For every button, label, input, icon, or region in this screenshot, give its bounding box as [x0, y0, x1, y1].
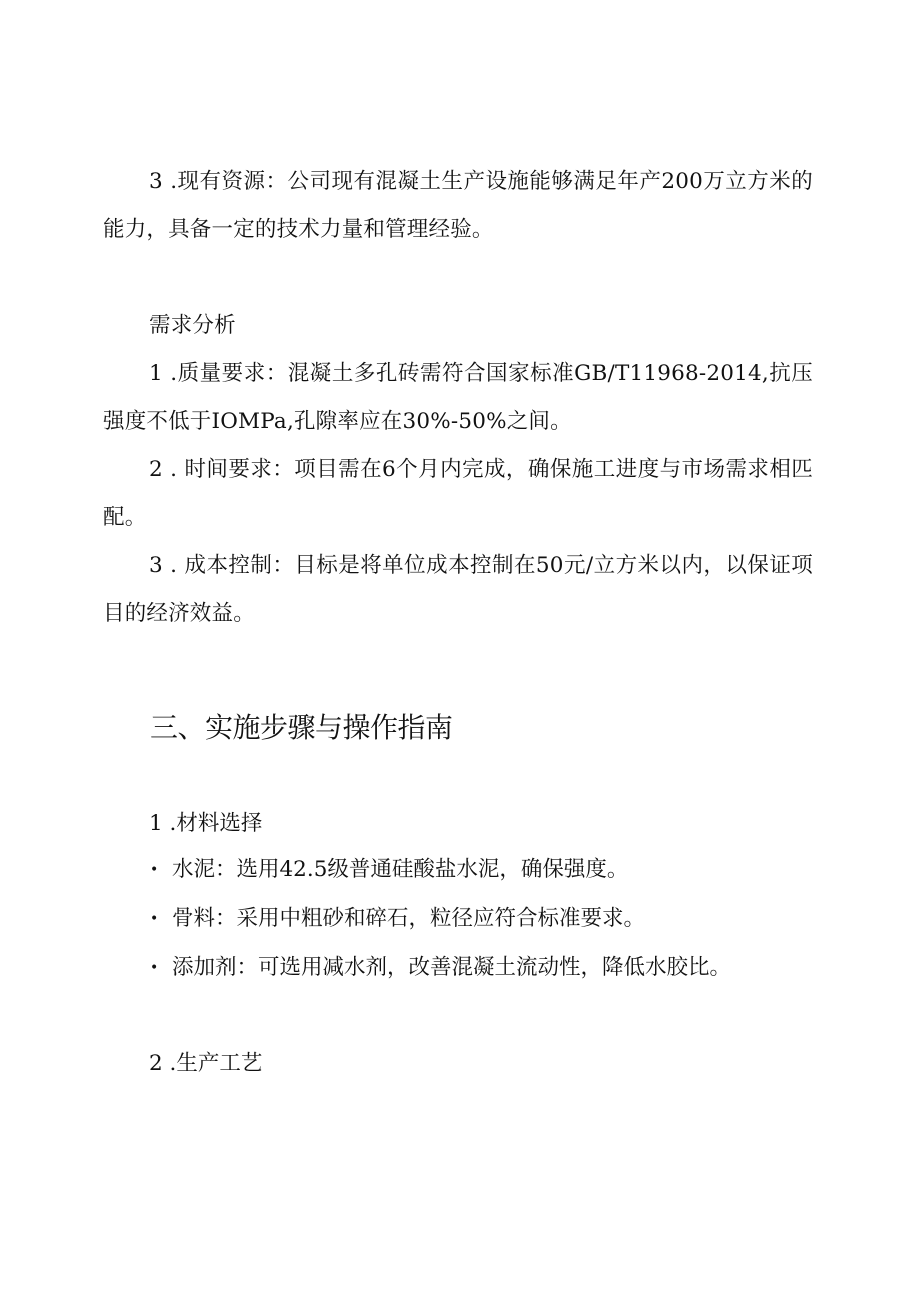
process-title: 2 .生产工艺 [149, 1051, 263, 1076]
bullet-text: 添加剂：可选用减水剂，改善混凝土流动性，降低水胶比。 [172, 955, 732, 980]
cost-control-paragraph: 3 . 成本控制：目标是将单位成本控制在50元/立方米以内，以保证项目的经济效益。 [103, 553, 813, 626]
bullet-item-additive [150, 946, 731, 990]
bullet-text: 骨料：采用中粗砂和碎石，粒径应符合标准要求。 [172, 906, 646, 931]
bullet-text: 水泥：选用42.5级普通硅酸盐水泥，确保强度。 [172, 857, 629, 882]
bullet-item-aggregate [150, 897, 645, 941]
bullet-item-cement [150, 848, 628, 892]
resources-paragraph: 3 .现有资源：公司现有混凝土生产设施能够满足年产200万立方米的能力，具备一定的技术力量和管理经验。 [103, 169, 813, 242]
demand-analysis-title: 需求分析 [149, 313, 236, 338]
bullet-dot-icon: • [150, 862, 159, 878]
quality-requirement-paragraph: 1 .质量要求：混凝土多孔砖需符合国家标准GB/T11968-2014,抗压强度不低于IOMPa,孔隙率应在30%-50%之间。 [103, 361, 813, 434]
bullet-dot-icon: • [150, 960, 159, 976]
materials-title: 1 .材料选择 [149, 811, 263, 836]
bullet-dot-icon: • [150, 911, 159, 927]
section-heading: 三、实施步骤与操作指南 [150, 711, 453, 744]
time-requirement-paragraph: 2 . 时间要求：项目需在6个月内完成，确保施工进度与市场需求相匹配。 [103, 457, 813, 530]
